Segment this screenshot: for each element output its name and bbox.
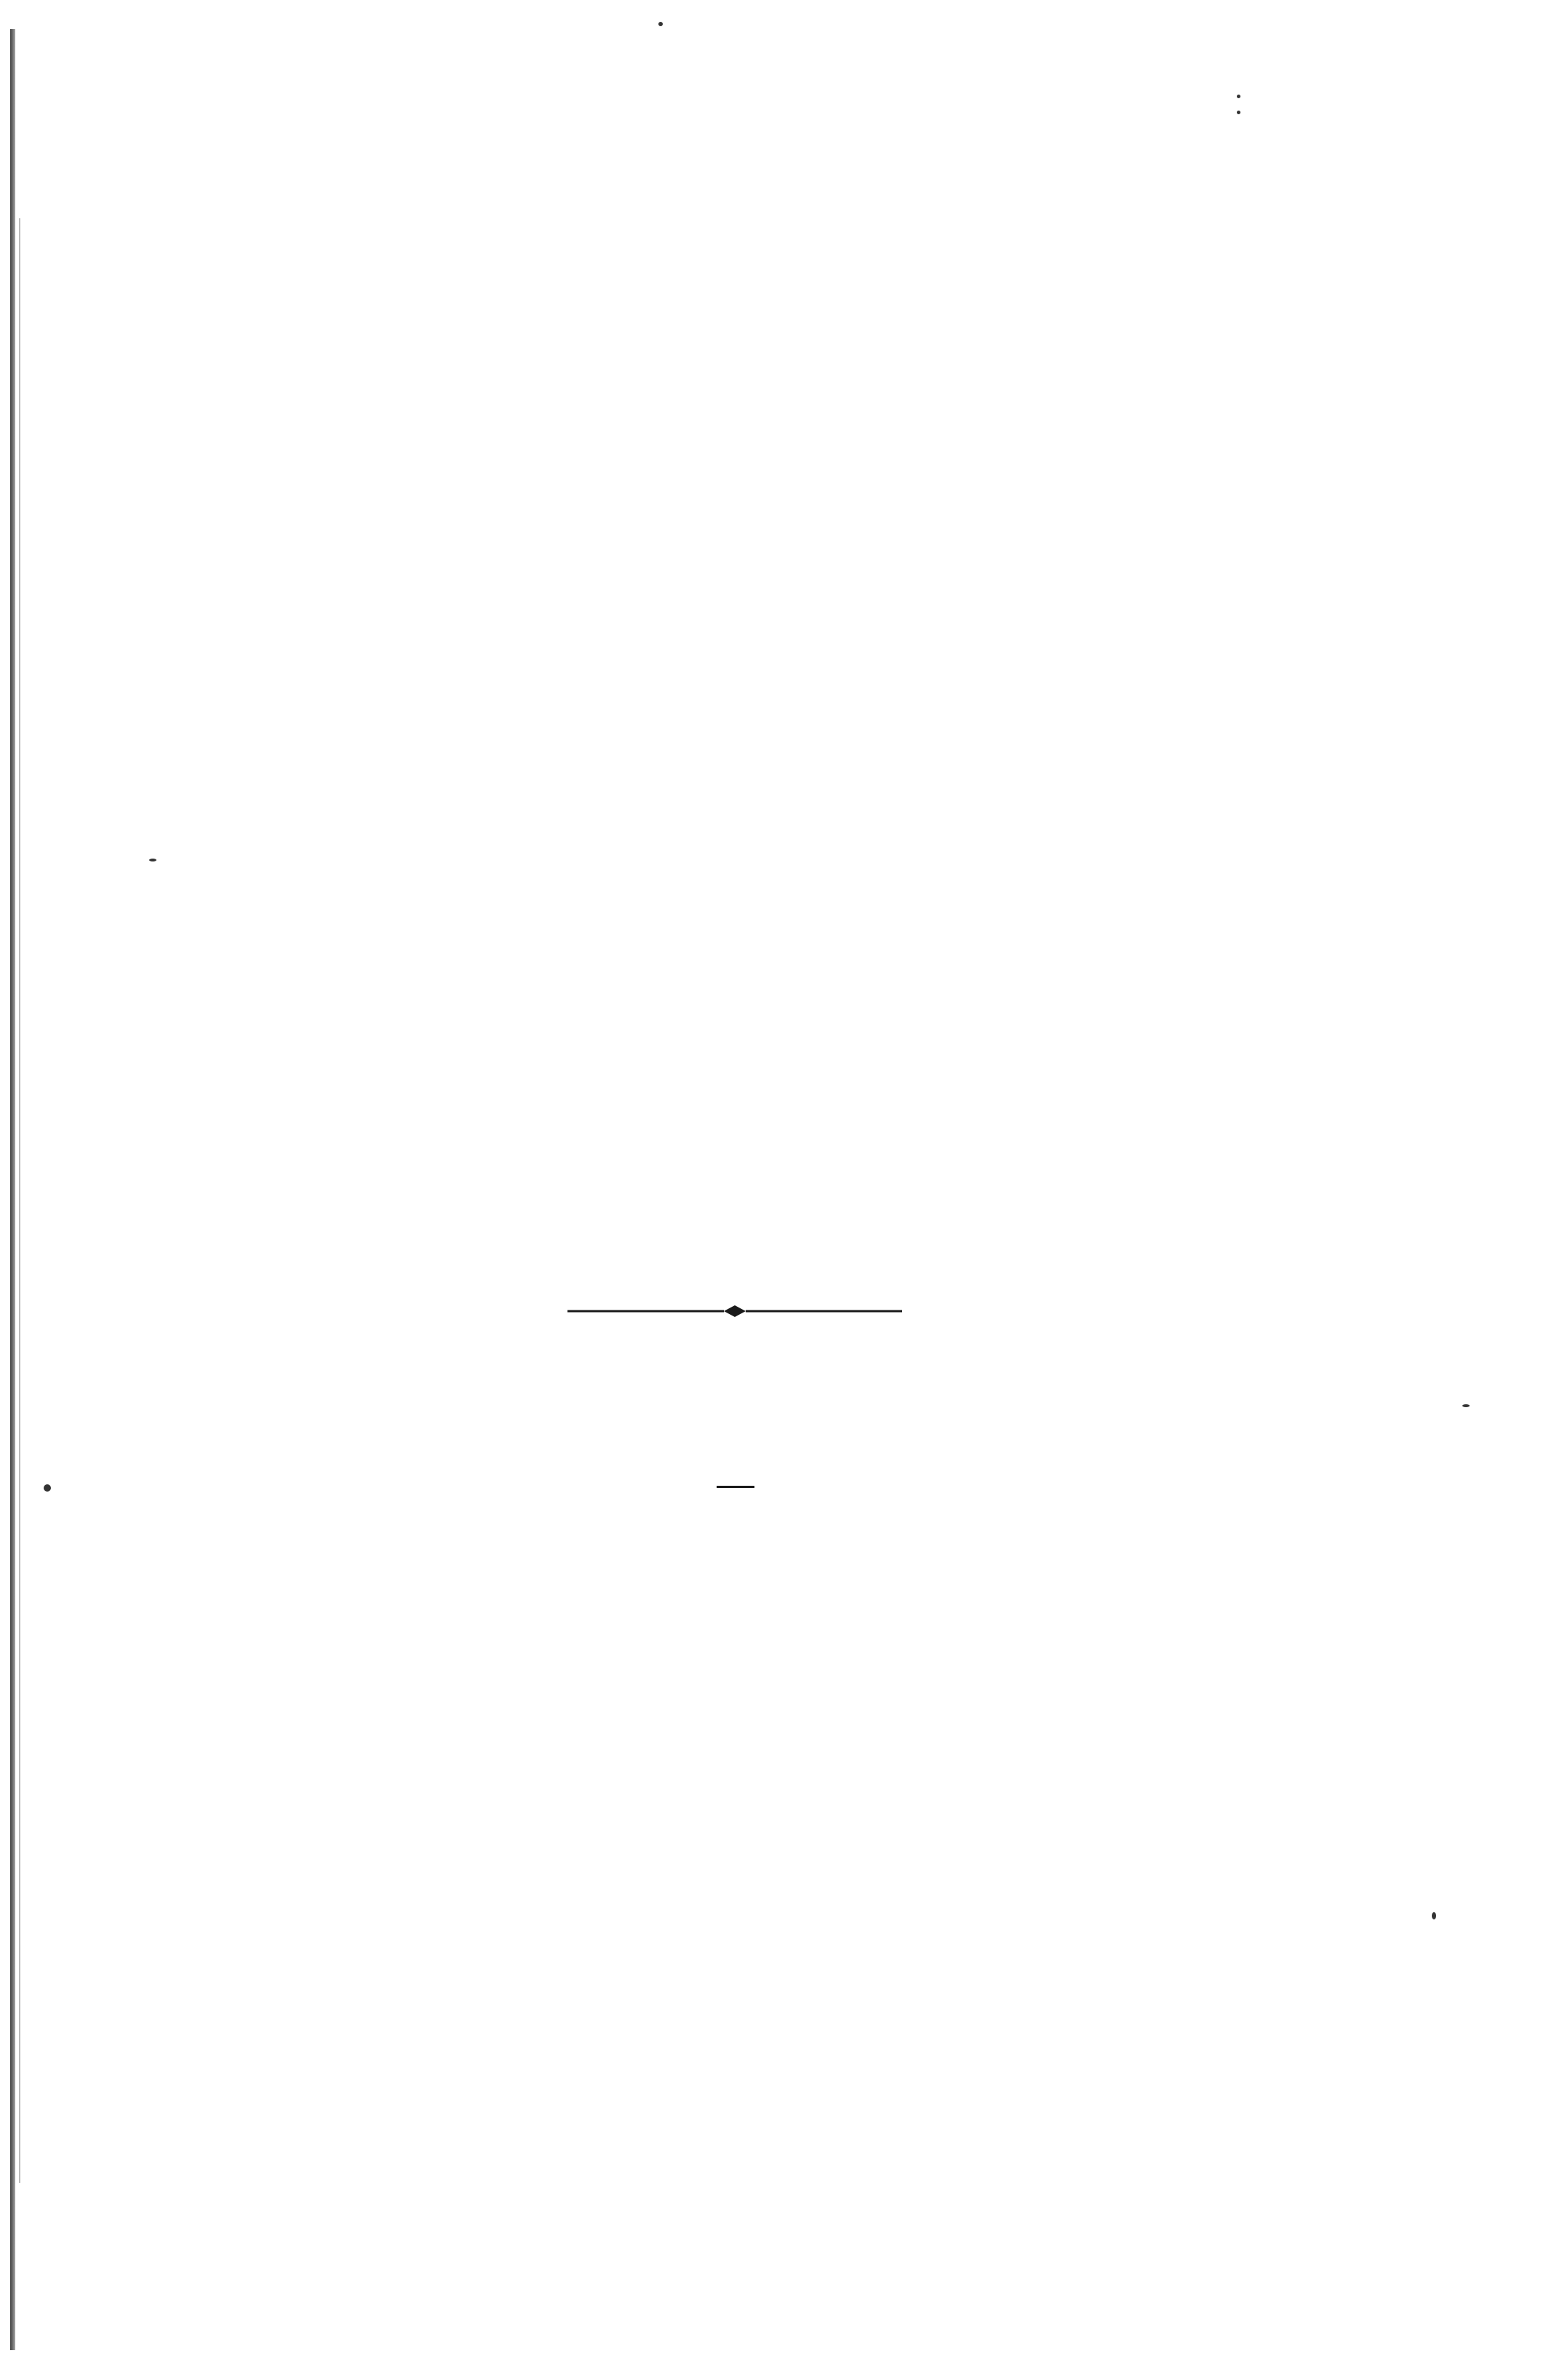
scan-speck [1432,1912,1436,1919]
text-line [205,1550,1267,1603]
binding-shadow [19,218,20,2183]
scan-speck [1237,111,1240,114]
short-rule [717,1486,754,1488]
scan-speck [44,1484,51,1492]
scan-speck [658,22,663,26]
scan-speck [1237,95,1240,98]
scan-speck [1462,1404,1470,1407]
paragraph-actions-de-graces [205,1550,1267,1603]
binding-edge [10,29,15,2350]
scan-speck [149,859,156,861]
ornament-divider [567,1302,902,1320]
